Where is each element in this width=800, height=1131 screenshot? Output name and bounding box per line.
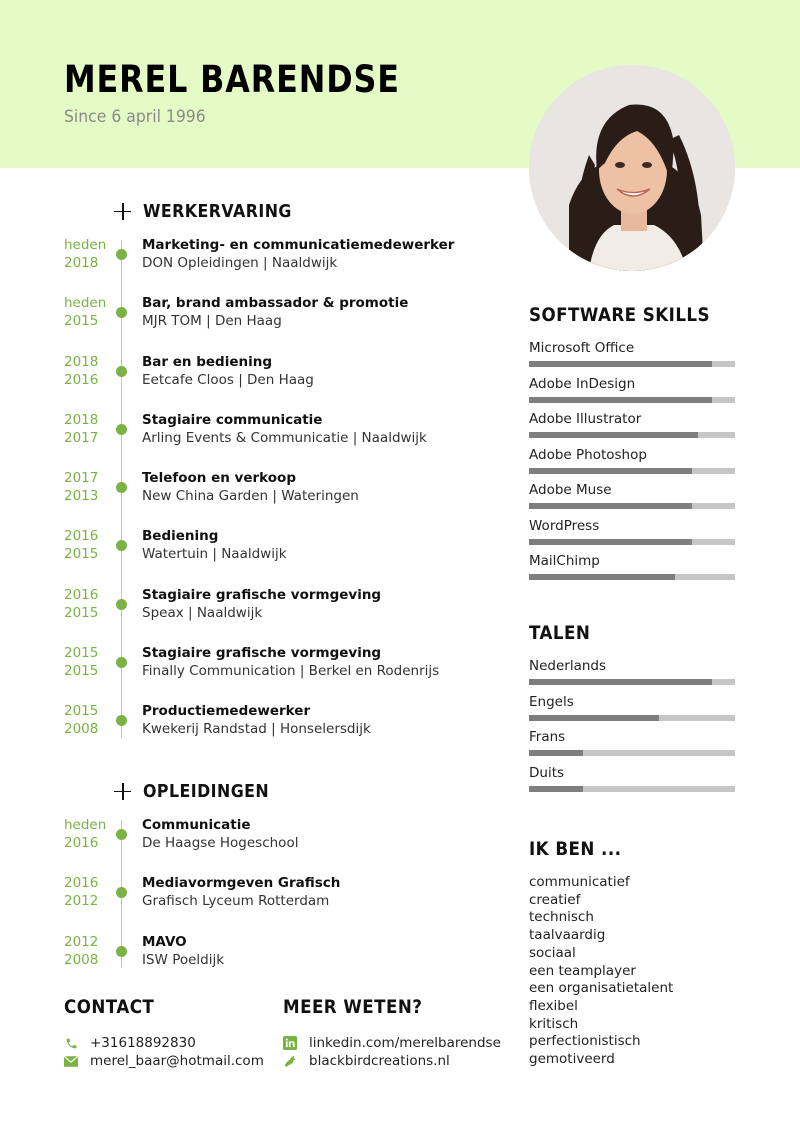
skill-bar-fill [529, 539, 692, 545]
start-year: 2017 [64, 470, 99, 487]
education-heading [114, 779, 286, 803]
start-year: 2018 [64, 353, 99, 370]
phone-icon [64, 1036, 78, 1050]
skill-bar-fill [529, 361, 712, 367]
skill-label: Duits [529, 764, 565, 781]
item-subtitle: Finally Communication | Berkel en Rodenrijs [142, 663, 440, 680]
timeline-dot [116, 887, 127, 898]
end-year: 2018 [64, 255, 99, 271]
skill-label: Frans [529, 729, 566, 745]
timeline-dot [116, 657, 127, 668]
timeline-dot [116, 482, 127, 493]
start-year: 2016 [64, 528, 99, 545]
email-address: merel_baar@hotmail.com [90, 1053, 264, 1069]
skill-bar-track [529, 539, 735, 545]
skill-row [529, 376, 735, 406]
skill-bar-fill [529, 715, 659, 721]
trait-item: perfectionistisch [529, 1033, 641, 1050]
birth-date: Since 6 april 1996 [64, 107, 206, 127]
skill-bar-fill [529, 574, 675, 580]
trait-item: een teamplayer [529, 962, 636, 979]
education-timeline [64, 816, 504, 991]
skill-label: Adobe InDesign [529, 375, 636, 392]
skill-row [529, 694, 735, 724]
skill-label: Nederlands [529, 658, 607, 674]
languages-title: TALEN [529, 622, 591, 644]
traits-title: IK BEN ... [529, 838, 622, 860]
start-year: 2016 [64, 875, 99, 892]
timeline-item [64, 586, 504, 644]
item-title: Productiemedewerker [142, 703, 311, 720]
skill-label: Adobe Muse [529, 482, 612, 498]
item-subtitle: Grafisch Lyceum Rotterdam [142, 893, 330, 910]
skill-row [529, 447, 735, 477]
item-subtitle: DON Opleidingen | Naaldwijk [142, 255, 338, 271]
timeline-item [64, 874, 504, 932]
item-title: Stagiaire grafische vormgeving [142, 645, 382, 662]
item-title: MAVO [142, 933, 187, 950]
skill-row [529, 765, 735, 795]
skill-bar-track [529, 503, 735, 509]
skill-row [529, 518, 735, 548]
end-year: 2015 [64, 313, 99, 330]
phone-number: +31618892830 [90, 1035, 196, 1051]
end-year: 2008 [64, 951, 99, 968]
end-year: 2015 [64, 604, 99, 621]
trait-item: communicatief [529, 874, 630, 890]
item-title: Stagiaire communicatie [142, 411, 323, 428]
item-title: Mediavormgeven Grafisch [142, 875, 341, 892]
timeline-item [64, 469, 504, 527]
end-year: 2013 [64, 488, 99, 505]
portrait-image [529, 65, 735, 271]
timeline-dot [116, 249, 127, 260]
end-year: 2015 [64, 663, 99, 680]
timeline-item [64, 353, 504, 411]
work-experience-title: WERKERVARING [143, 200, 292, 222]
timeline-item [64, 644, 504, 702]
timeline-item [64, 816, 504, 874]
item-subtitle: Kwekerij Randstad | Honselersdijk [142, 721, 371, 738]
skill-bar-track [529, 679, 735, 685]
item-title: Marketing- en communicatiemedewerker [142, 237, 455, 253]
timeline-dot [116, 424, 127, 435]
contact-title: CONTACT [64, 996, 155, 1018]
skill-bar-fill [529, 503, 692, 509]
start-year: heden [64, 237, 107, 253]
mail-icon [64, 1054, 78, 1068]
trait-item: taalvaardig [529, 927, 606, 944]
timeline-dot [116, 366, 127, 377]
skill-bar-track [529, 468, 735, 474]
contact-email[interactable] [64, 1052, 264, 1070]
timeline-dot [116, 307, 127, 318]
start-year: 2018 [64, 411, 99, 428]
item-subtitle: Arling Events & Communicatie | Naaldwijk [142, 429, 427, 446]
skill-bar-track [529, 432, 735, 438]
trait-item: flexibel [529, 997, 578, 1014]
end-year: 2016 [64, 835, 99, 851]
skill-bar-fill [529, 468, 692, 474]
skill-bar-track [529, 786, 735, 792]
item-title: Communicatie [142, 817, 251, 833]
work-experience-heading [114, 199, 312, 223]
timeline-item [64, 236, 504, 294]
item-subtitle: De Haagse Hogeschool [142, 835, 299, 851]
skill-row [529, 482, 735, 512]
end-year: 2017 [64, 429, 99, 446]
skill-bar-fill [529, 750, 583, 756]
skill-bar-track [529, 715, 735, 721]
start-year: heden [64, 295, 107, 312]
trait-item: gemotiveerd [529, 1051, 615, 1068]
work-timeline [64, 236, 504, 761]
skill-bar-track [529, 397, 735, 403]
start-year: heden [64, 817, 107, 833]
end-year: 2012 [64, 893, 99, 910]
linkedin-icon [283, 1036, 297, 1050]
start-year: 2016 [64, 586, 99, 603]
skill-bar-fill [529, 432, 698, 438]
item-title: Bediening [142, 528, 219, 545]
item-subtitle: MJR TOM | Den Haag [142, 313, 282, 330]
education-title: OPLEIDINGEN [143, 780, 270, 802]
skill-bar-track [529, 361, 735, 367]
profile-photo [529, 65, 735, 271]
trait-item: creatief [529, 891, 581, 908]
skill-label: Engels [529, 693, 574, 710]
skill-label: WordPress [529, 517, 600, 534]
start-year: 2012 [64, 933, 99, 950]
skill-bar-fill [529, 679, 712, 685]
item-title: Bar en bediening [142, 353, 273, 370]
plus-icon [114, 783, 131, 800]
website-link[interactable] [283, 1052, 450, 1070]
bird-icon [283, 1054, 297, 1068]
skill-label: Adobe Photoshop [529, 446, 647, 463]
trait-item: een organisatietalent [529, 980, 674, 997]
start-year: 2015 [64, 703, 99, 720]
trait-item: sociaal [529, 944, 576, 961]
item-title: Stagiaire grafische vormgeving [142, 586, 382, 603]
end-year: 2008 [64, 721, 99, 738]
item-title: Telefoon en verkoop [142, 470, 296, 487]
timeline-item [64, 294, 504, 352]
item-subtitle: New China Garden | Wateringen [142, 488, 359, 505]
skill-row [529, 553, 735, 583]
skill-bar-track [529, 574, 735, 580]
timeline-dot [116, 829, 127, 840]
timeline-item [64, 702, 504, 760]
software-skills-title: SOFTWARE SKILLS [529, 304, 711, 326]
skill-row [529, 411, 735, 441]
item-title: Bar, brand ambassador & promotie [142, 295, 409, 312]
item-subtitle: ISW Poeldijk [142, 951, 225, 968]
traits-list [529, 874, 673, 1069]
item-subtitle: Eetcafe Cloos | Den Haag [142, 371, 314, 388]
timeline-item [64, 933, 504, 991]
timeline-dot [116, 946, 127, 957]
trait-item: kritisch [529, 1015, 579, 1032]
skill-label: MailChimp [529, 553, 600, 569]
plus-icon [114, 203, 131, 220]
timeline-dot [116, 715, 127, 726]
skill-bar-fill [529, 397, 712, 403]
item-subtitle: Speax | Naaldwijk [142, 604, 263, 621]
contact-phone[interactable] [64, 1034, 196, 1052]
skill-row [529, 658, 735, 688]
skill-row [529, 340, 735, 370]
timeline-item [64, 411, 504, 469]
timeline-dot [116, 599, 127, 610]
skill-label: Microsoft Office [529, 340, 635, 356]
start-year: 2015 [64, 645, 99, 662]
candidate-name: MEREL BARENDSE [64, 58, 400, 101]
more-info-title: MEER WETEN? [283, 996, 423, 1018]
skill-label: Adobe Illustrator [529, 411, 642, 427]
linkedin-url: linkedin.com/merelbarendse [309, 1035, 501, 1051]
timeline-dot [116, 540, 127, 551]
timeline-item [64, 527, 504, 585]
end-year: 2015 [64, 546, 99, 563]
skill-bar-track [529, 750, 735, 756]
website-url: blackbirdcreations.nl [309, 1053, 450, 1069]
end-year: 2016 [64, 371, 99, 388]
item-subtitle: Watertuin | Naaldwijk [142, 546, 287, 563]
linkedin-link[interactable] [283, 1034, 501, 1052]
trait-item: technisch [529, 909, 594, 926]
skill-row [529, 729, 735, 759]
skill-bar-fill [529, 786, 583, 792]
